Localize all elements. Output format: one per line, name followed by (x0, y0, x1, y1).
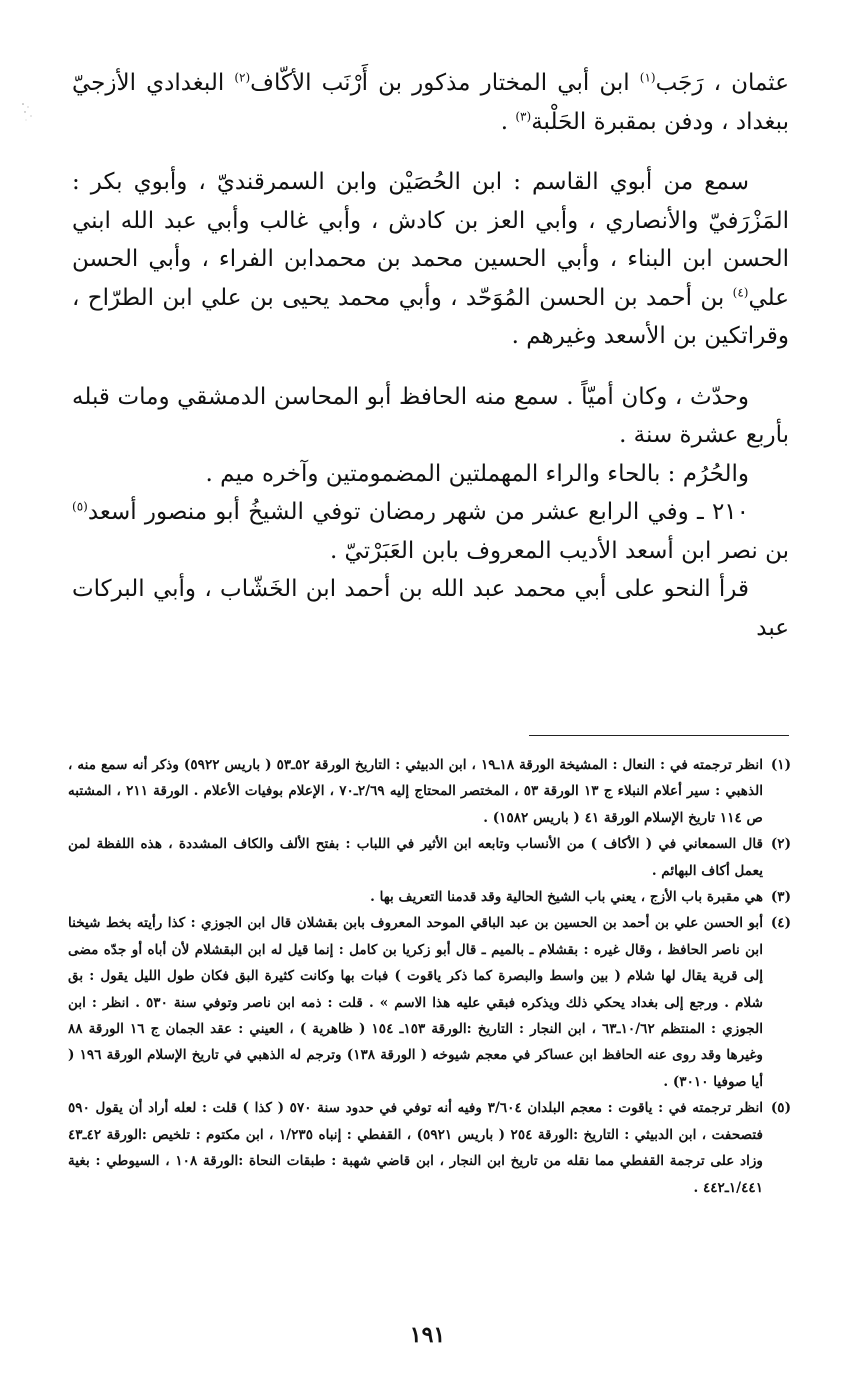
footnote-number: (٢) (770, 836, 791, 853)
footnote-text: قال السمعاني في ( الأكاف ) من الأنساب وتابعه ابن الأثير في اللباب : بفتح الألف والكاف المشددة ، هذه اللفظة لمن يعمل أكاف البهائم . (68, 836, 763, 879)
paragraph-2-text: سمع من أبوي القاسم : ابن الحُصَيْن وابن السمرقنديّ ، وأبوي بكر : المَزْرَفيّ والأنصاري ، وأبي العز بن كادش ، وأبي غالب وأبي عبد الله ابني الحسن ابن البناء ، وأبي الحسين محمد بن محمدابن الفراء ، وأبي الحسن علي (72, 169, 789, 311)
paragraph-4-text: والحُرُم : بالحاء والراء المهملتين المضمومتين وآخره ميم . (205, 460, 749, 487)
footnote-number: (٣) (770, 889, 791, 906)
footnote-separator-rule (529, 735, 789, 736)
footnote-ref-4: (٤) (732, 284, 749, 299)
footnotes-section (68, 752, 791, 1201)
footnote-text: انظر ترجمته في : النعال : المشيخة الورقة ١٨ـ١٩ ، ابن الدبيثي : التاريخ الورقة ٥٢ـ٥٣ ( باريس ٥٩٢٢) وذكر أنه سمع منه ، الذهبي : سير أعلام النبلاء ج ١٣ الورقة ٥٣ ، المختصر المحتاج إليه ٢/٦٩ـ٧٠ ، الإعلام بوفيات الأعلام . الورقة ٢١١ ، المشتبه ص ١١٤ تاريخ الإسلام الورقة ٤١ ( باريس ١٥٨٢) . (68, 757, 764, 826)
footnote-3 (68, 884, 791, 910)
paragraph-3-text: وحدّث ، وكان أميّاً . سمع منه الحافظ أبو المحاسن الدمشقي ومات قبله بأربع عشرة سنة . (72, 383, 789, 448)
footnote-number: (١) (770, 757, 791, 773)
footnote-1 (68, 752, 791, 831)
paragraph-3 (72, 378, 789, 455)
paragraph-2-text-cont: بن أحمد بن الحسن المُوَحّد ، وأبي محمد يحيى بن علي ابن الطرّاح ، وقراتكين بن الأسعد وغيرهم . (72, 284, 789, 349)
footnote-5 (68, 1095, 791, 1201)
paragraph-5-entry-210 (72, 493, 789, 570)
footnote-ref-1: (١) (639, 70, 656, 85)
paragraph-2 (72, 163, 789, 356)
footnote-ref-2: (٢) (234, 70, 251, 85)
paragraph-1-text-cont2: البغدادي الأزجيّ ببغداد ، ودفن بمقبرة الحَلْبة (72, 70, 789, 135)
footnote-text: هي مقبرة باب الأزج ، يعني باب الشيخ الحالية وقد قدمنا التعريف بها . (370, 889, 763, 906)
paragraph-5-text: ٢١٠ ـ وفي الرابع عشر من شهر رمضان توفي الشيخُ أبو منصور أسعد (87, 499, 749, 525)
footnote-2 (68, 831, 791, 884)
footnote-ref-3: (٣) (515, 108, 532, 123)
paragraph-1-text-cont3: . (500, 108, 516, 135)
footnote-text: انظر ترجمته في : ياقوت : معجم البلدان ٣/٦٠٤ وفيه أنه توفي في حدود سنة ٥٧٠ ( كذا ) قلت : لعله أراد أن يقول ٥٩٠ فتصحفت ، ابن الدبيثي : التاريخ :الورقة ٢٥٤ ( باريس ٥٩٢١) ، القفطي : إنباه ١/٢٣٥ ، ابن مكتوم : تلخيص :الورقة ٤٢ـ٤٣ وزاد على ترجمة القفطي مما نقله من تاريخ ابن النجار ، ابن قاضي شهبة : طبقات النحاة :الورقة ١٠٨ ، السيوطي : بغية ١/٤٤١ـ٤٤٢ . (68, 1100, 763, 1196)
paragraph-1-text: عثمان ، رَجَب (655, 70, 789, 96)
scan-artifact-mark (20, 100, 34, 124)
main-text-body (72, 64, 789, 647)
paragraph-1-text-cont: ابن أبي المختار مذكور بن أَرْنَب الأكّاف (250, 70, 640, 96)
paragraph-5-text-cont: بن نصر ابن أسعد الأديب المعروف بابن العَبَرْتيّ . (329, 537, 789, 564)
footnote-number: (٤) (770, 915, 791, 932)
footnote-ref-5: (٥) (72, 499, 88, 514)
page-number: ١٩١ (409, 1322, 446, 1348)
paragraph-1 (72, 64, 789, 141)
paragraph-6 (72, 570, 789, 647)
paragraph-4 (72, 455, 789, 494)
paragraph-6-text: قرأ النحو على أبي محمد عبد الله بن أحمد ابن الخَشّاب ، وأبي البركات عبد (72, 576, 789, 641)
footnote-text: أبو الحسن علي بن أحمد بن الحسين بن عبد الباقي الموحد المعروف بابن بقشلان قال ابن الجوزي : كذا رأيته بخط شيخنا ابن ناصر الحافظ ، وقال غيره : بقشلام ـ بالميم ـ قال أبو زكريا بن كامل : إنما قيل له ابن البقشلام لأن أباه أو جدّه مضى إلى قرية يقال لها شلام ( بين واسط والبصرة كما ذكر ياقوت ) فبات بها وكانت كثيرة البق فكان طول الليل يقول : بق شلام . ورجع إلى بغداد يحكي ذلك ويذكره فبقي عليه هذا الاسم » . قلت : ذمه ابن ناصر وتوفي سنة ٥٣٠ . انظر : ابن الجوزي : المنتظم ١٠/٦٢ـ٦٣ ، ابن النجار : التاريخ :الورقة ١٥٣ـ ١٥٤ ( ظاهرية ) ، العيني : عقد الجمان ج ١٦ الورقة ٨٨ وغيرها وقد روى عنه الحافظ ابن عساكر في معجم شيوخه ( الورقة ١٣٨) وترجم له الذهبي في تاريخ الإسلام الورقة ١٩٦ ( أيا صوفيا ٣٠١٠) . (68, 915, 763, 1090)
footnote-number: (٥) (770, 1100, 791, 1117)
footnote-4 (68, 910, 791, 1095)
